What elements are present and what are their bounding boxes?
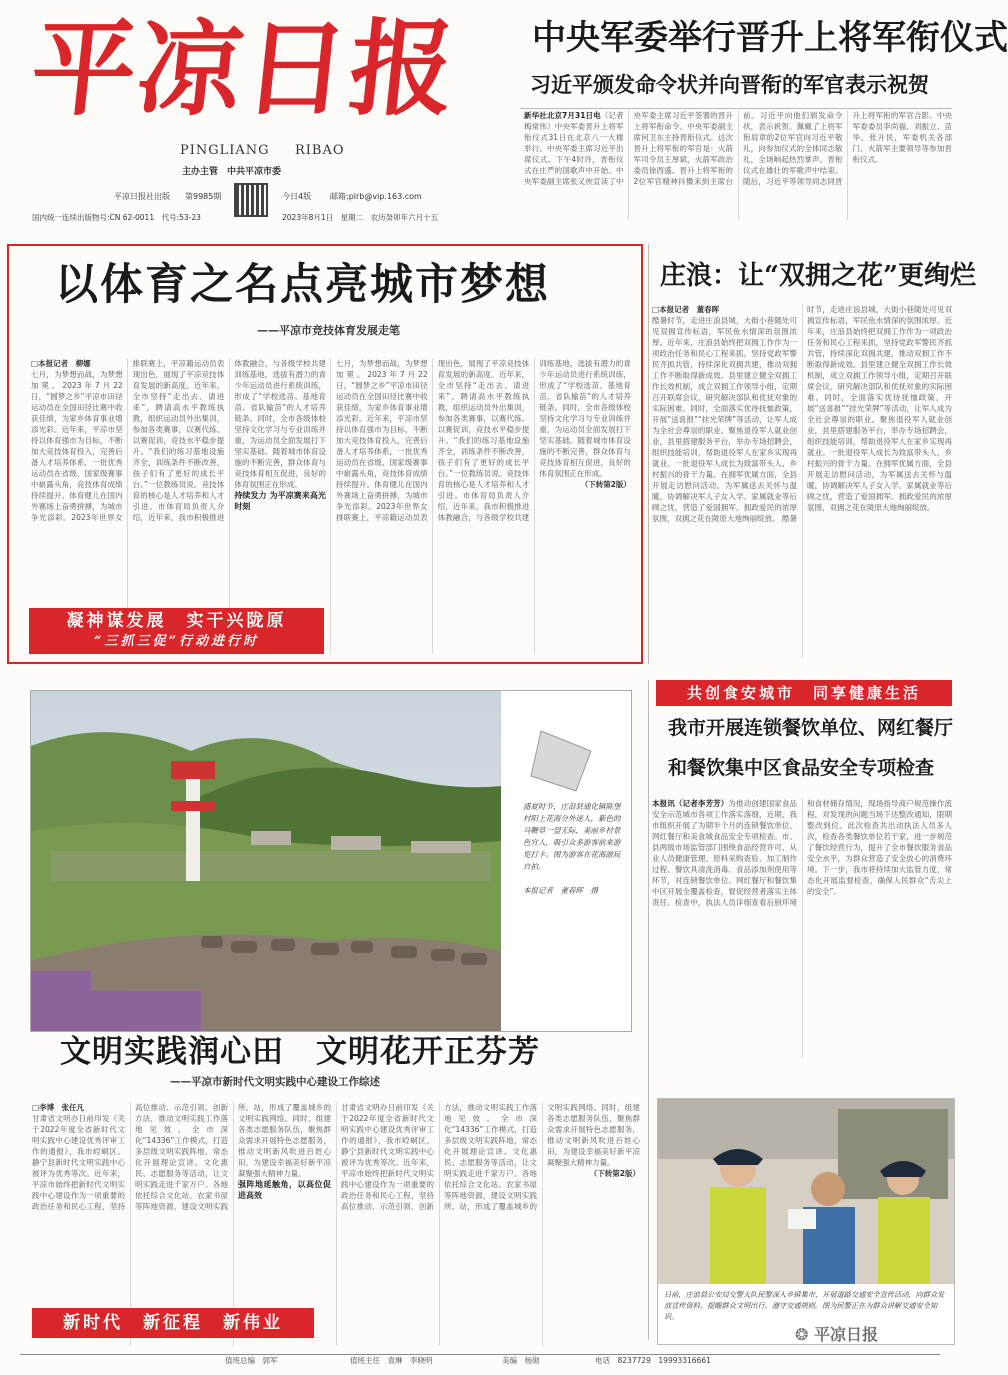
masthead-pages: 今日4版 [282,192,312,201]
civilization-subtitle: ——平凉市新时代文明实践中心建设工作综述 [170,1076,380,1088]
civilization-body: □李博 张任凡 甘肃省文明办日前印发《关于2022年度全省新时代文明实践中心建设优秀评审工作的通报》，我市崆峒区、静宁县新时代文明实践中心被评为优秀等次。近年来，平凉市始终把新时代文明实践中心建设作为一项重要的政治任务和民心工程，坚持高位推动、示范引领、创新方法，推动文明实践工作落地见效。全市深化“14336”工作模式，打造多层级文明实践阵地，常态化开展理论宣讲、文化惠民、志愿服务等活动，让文明实践走进千家万户。各地依托综合文化站、农家书屋等阵地资源，建设文明实践所、站，形成了覆盖城乡的文明实践网络。同时，组建各类志愿服务队伍，聚焦群众需求开展特色志愿服务，推动文明新风吹进百姓心田，为建设幸福美好新平凉凝聚强大精神力量。 强阵地延触角，以高位促进高效 甘肃省文明办日前印发《关于2022年度全省新时代文明实践中心建设优秀评审工作的通报》，我市崆峒区、静宁县新时代文明实践中心被评为优秀等次。近年来，平凉市始终把新时代文明实践中心建设作为一项重要的政治任务和民心工程，坚持高位推动、示范引领、创新方法，推动文明实践工作落地见效。全市深化“14336”工作模式，打造多层级文明实践阵地，常态化开展理论宣讲、文化惠民、志愿服务等活动，让文明实践走进千家万户。各地依托综合文化站、农家书屋等阵地资源，建设文明实践所、站，形成了覆盖城乡的文明实践网络。同时，组建各类志愿服务队伍，聚焦群众需求开展特色志愿服务，推动文明新风吹进百姓心田，为建设幸福美好新平凉凝聚强大精神力量。 （下转第2版） [32,1103,640,1211]
top-story-subheadline: 习近平颁发命令状并向晋衔的军官表示祝贺 [530,72,929,97]
new-era-banner: 新时代 新征程 新伟业 [32,1308,314,1338]
red-banner [29,608,324,654]
red-banner-line1: 凝神谋发展 实干兴陇原 [29,609,324,633]
masthead-pinyin-left: PINGLIANG [180,143,270,158]
masthead-email: 邮箱:plrb@vip.163.com [330,192,422,201]
qr-code-icon [236,185,266,215]
food-safety-byline: 本报讯（记者李芳芳） [652,799,729,808]
lead-article [7,244,643,664]
wechat-icon: ❂ [795,1325,809,1344]
red-banner-line2: “三抓三促”行动进行时 [29,633,324,651]
footer-item: 美编 杨勋 [502,1356,540,1365]
divider [648,244,649,664]
right-article-byline: □本报记者 董春晖 [652,305,720,314]
divider [648,680,649,1340]
food-safety-headline-1: 我市开展连锁餐饮单位、网红餐厅 [668,717,954,739]
food-safety-article [652,680,954,1060]
wechat-watermark [795,1322,878,1345]
photo-caption-text: 盛夏时节，庄浪县通化镇陈堡村阳上花海分外迷人，紫色的马鞭草一望无际，美丽乡村景色宜人，吸引众多游客前来游览打卡。图为游客在花海游玩自拍。 [523,802,621,871]
food-safety-headline-2: 和餐饮集中区食品安全专项检查 [668,757,935,779]
food-safety-banner: 共创食安城市 同享健康生活 [656,680,952,706]
police-caption: 日前，庄浪县公安局交警大队民警深入乡镇集市，开展道路交通安全宣传活动，向群众发放宣传资料，提醒群众文明出行、遵守交通规则。图为民警正在为群众讲解交通安全知识。 [664,1290,945,1321]
masthead-logo: 平凉日报 [25,7,463,130]
masthead [10,0,510,225]
masthead-sponsor: 主办主管 中共平凉市委 [182,167,282,177]
police-photo-image [658,1099,954,1284]
civilization-byline: □李博 张任凡 [32,1103,85,1112]
right-article [652,244,976,664]
lead-article-continued: （下转第2版） [580,480,631,489]
divider [520,108,952,109]
right-article-body: □本报记者 董春晖 酷暑时节，走进庄浪县城，大街小巷随处可见双拥宣传标语，军民鱼水情深的氛围浓厚。近年来，庄浪县始终把双拥工作作为一项政治任务和民心工程来抓，坚持党政军警民齐抓共管，持续深化双拥共建，推动双拥工作不断取得新成效。县里建立健全双拥工作长效机制，成立双拥工作领导小组，定期召开联席会议，研究解决部队和优抚对象的实际困难。同时，全面落实优待抚恤政策，开展“送喜报”“挂光荣牌”等活动，让军人成为全社会尊崇的职业。聚焦退役军人就业创业，县里搭建服务平台，举办专场招聘会，组织技能培训，帮助退役军人在家乡实现再就业。一批退役军人成长为致富带头人、乡村振兴的骨干力量。在拥军优属方面，全县开展走访慰问活动，为军属送去关怀与温暖，协调解决军人子女入学、家属就业等后顾之忧，营造了爱国拥军、拥政爱民的浓厚氛围，双拥之花在陇原大地绚丽绽放。 酷暑时节，走进庄浪县城，大街小巷随处可见双拥宣传标语，军民鱼水情深的氛围浓厚。近年来，庄浪县始终把双拥工作作为一项政治任务和民心工程来抓，坚持党政军警民齐抓共管，持续深化双拥共建，推动双拥工作不断取得新成效。县里建立健全双拥工作长效机制，成立双拥工作领导小组，定期召开联席会议，研究解决部队和优抚对象的实际困难。同时，全面落实优待抚恤政策，开展“送喜报”“挂光荣牌”等活动，让军人成为全社会尊崇的职业。聚焦退役军人就业创业，县里搭建服务平台，举办专场招聘会，组织技能培训，帮助退役军人在家乡实现再就业。一批退役军人成长为致富带头人、乡村振兴的骨干力量。在拥军优属方面，全县开展走访慰问活动，为军属送去关怀与温暖，协调解决军人子女入学、家属就业等后顾之忧，营造了爱国拥军、拥政爱民的浓厚氛围，双拥之花在陇原大地绚丽绽放。 [652,305,952,523]
footer-item: 值班总编 郭军 [225,1356,278,1365]
right-article-headline: 庄浪：让“双拥之花”更绚烂 [660,261,976,291]
watermark-label: 平凉日报 [813,1325,878,1344]
lead-article-subhead: 持续发力 为平凉赛来高光时刻 [234,491,326,511]
police-photo [657,1098,955,1345]
civilization-continued: （下转第2版） [589,1169,640,1178]
top-story-headline: 中央军委举行晋升上将军衔仪式 [532,18,1008,58]
food-safety-body: 本报讯（记者李芳芳）为推动创建国家食品安全示范城市各项工作落实落细，近期，我市组织开展了为期半个月的连锁餐饮单位、网红餐厅和美食城食品安全专项检查。市、县两级市场监管部门围绕食品经营许可、从业人员健康管理、原料采购查验、加工制作过程、餐饮具清洗消毒、食品添加剂使用等环节，对连锁餐饮单位、网红餐厅和餐饮集中区开展全覆盖检查，督促经营者落实主体责任。检查中，执法人员详细查看后厨环境和食材储存情况，现场指导商户规范操作流程，对发现的问题当场下达整改通知，限期整改到位。此次检查共出动执法人员多人次，检查各类餐饮单位若干家，进一步规范了餐饮经营行为，提升了全市餐饮服务食品安全水平，为群众营造了安全放心的消费环境。下一步，我市将持续加大监管力度，常态化开展监督检查，确保人民群众“舌尖上的安全”。 [652,799,952,907]
masthead-serial: 国内统一连续出版物号:CN 62-0011 代号:53-23 [32,213,201,222]
masthead-pinyin-right: RIBAO [295,143,345,158]
civilization-article [10,1030,642,1350]
lead-article-headline: 以体育之名点亮城市梦想 [55,260,550,310]
top-story-body: 新华社北京7月31日电（记者梅常伟）中央军委晋升上将军衔仪式31日在北京八一大楼举行。中央军委主席习近平出席仪式。下午4时许，晋衔仪式在庄严的国歌声中开始。中央军委副主席张又侠宣读了中央军委主席习近平签署的晋升上将军衔命令。中央军委副主席何卫东主持晋衔仪式。这次晋升上将军衔的军官是：火箭军司令员王厚斌，火箭军政治委员徐西盛。晋升上将军衔的2位军官精神抖擞来到主席台前。习近平向他们颁发命令状，表示祝贺。佩戴了上将军衔肩章的2位军官向习近平敬礼，向参加仪式的全体同志敬礼，全场响起热烈掌声。晋衔仪式在雄壮的军歌声中结束。随后，习近平等领导同志同晋升上将军衔的军官合影。中央军委委员李尚福、刘振立、苗华、张升民，军委机关各部门、火箭军主要领导等参加晋衔仪式。 [524,111,952,186]
civilization-subhead: 强阵地延触角，以高位促进高效 [238,1180,331,1200]
civilization-headline: 文明实践润心田 文明花开正芬芳 [60,1034,540,1070]
lead-article-subtitle: ——平凉市竞技体育发展走笔 [257,324,400,337]
landscape-photo [30,690,632,1032]
footer-item: 值班主任 袁琳 李晓明 [350,1356,433,1365]
footer-item: 电话 8237729 19993316661 [595,1356,711,1365]
top-story-dateline: 新华社北京7月31日电 [524,111,601,120]
photo-caption [523,801,623,897]
photo-caption-credit: 本报记者 董春晖 摄 [523,886,598,895]
lead-article-body: □本报记者 柳娜 七月，为梦想而战，为梦想加冕。2023年7月22日，“圆梦之乡”平凉市田径运动员在全国田径比赛中收获佳绩，为家乡体育事业增添光彩。近年来，平凉市坚持以体育强市为目标，不断加大竞技体育投入，完善后备人才培养体系，一批优秀运动员在省级、国家级赛事中崭露头角，竞技体育成绩持续提升。体育健儿在国内外赛场上奋勇拼搏，为城市争光添彩。2023年世界女排联赛上，平凉籍运动员表现出色，展现了平凉竞技体育发展的新高度。近年来，全市坚持“走出去、请进来”，聘请高水平教练执教，组织运动员外出集训，参加各类赛事，以赛代练、以赛促训，竞技水平稳步提升。“我们的练习基地设施齐全，训练条件不断改善，孩子们有了更好的成长平台。”一位教练员说。竞技体育的核心是人才培养和人才引进。市体育局负责人介绍，近年来，我市积极推进体教融合，与各级学校共建训练基地，选拔有潜力的青少年运动员进行系统训练，形成了“学校选苗、基地育苗、省队输苗”的人才培养链条。同时，全市各级体校坚持文化学习与专业训练并重，为运动员全面发展打下坚实基础。随着城市体育设施的不断完善，群众体育与竞技体育相互促进，良好的体育氛围正在形成。 持续发力 为平凉赛来高光时刻 七月，为梦想而战，为梦想加冕。2023年7月22日，“圆梦之乡”平凉市田径运动员在全国田径比赛中收获佳绩，为家乡体育事业增添光彩。近年来，平凉市坚持以体育强市为目标，不断加大竞技体育投入，完善后备人才培养体系，一批优秀运动员在省级、国家级赛事中崭露头角，竞技体育成绩持续提升。体育健儿在国内外赛场上奋勇拼搏，为城市争光添彩。2023年世界女排联赛上，平凉籍运动员表现出色，展现了平凉竞技体育发展的新高度。近年来，全市坚持“走出去、请进来”，聘请高水平教练执教，组织运动员外出集训，参加各类赛事，以赛代练、以赛促训，竞技水平稳步提升。“我们的练习基地设施齐全，训练条件不断改善，孩子们有了更好的成长平台。”一位教练员说。竞技体育的核心是人才培养和人才引进。市体育局负责人介绍，近年来，我市积极推进体教融合，与各级学校共建训练基地，选拔有潜力的青少年运动员进行系统训练，形成了“学校选苗、基地育苗、省队输苗”的人才培养链条。同时，全市各级体校坚持文化学习与专业训练并重，为运动员全面发展打下坚实基础。随着城市体育设施的不断完善，群众体育与竞技体育相互促进，良好的体育氛围正在形成。 （下转第2版） [31,359,631,522]
top-story [520,14,1008,224]
masthead-publisher: 平凉日报社出版 [114,192,170,201]
lead-article-byline: □本报记者 柳娜 [31,359,91,368]
footer-bar [20,1354,940,1367]
masthead-issue: 第9985期 [185,192,222,201]
masthead-date: 2023年8月1日 星期二 农历癸卯年六月十五 [282,213,439,222]
